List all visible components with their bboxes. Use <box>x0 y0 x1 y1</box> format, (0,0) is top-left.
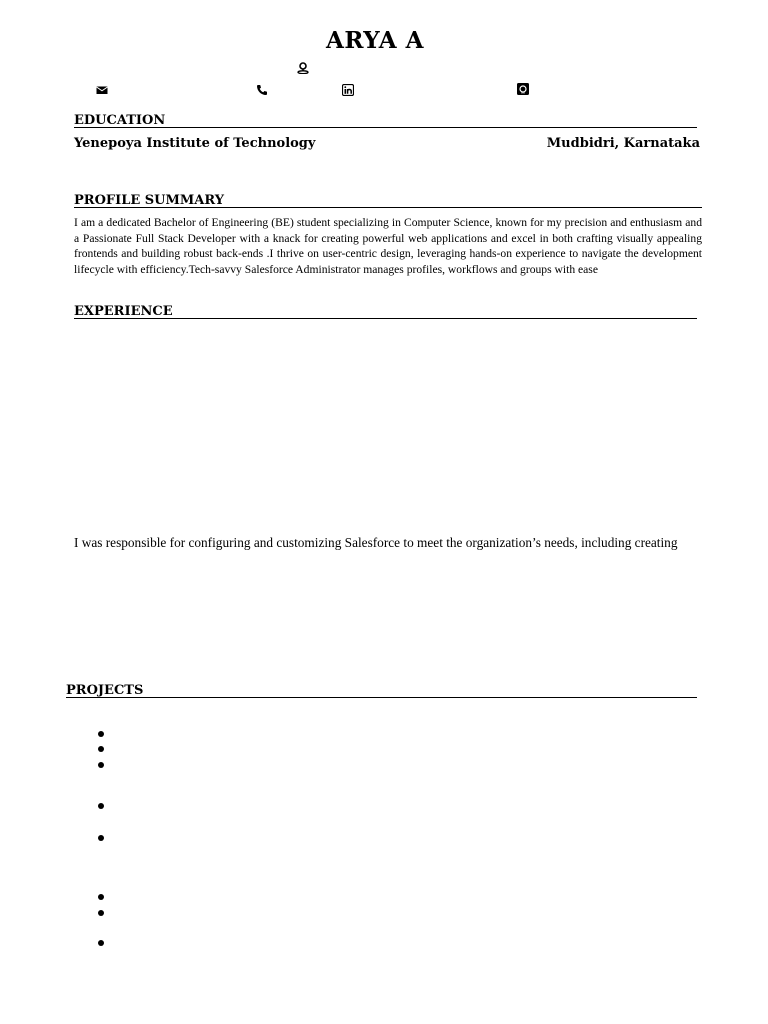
experience-rule <box>74 318 697 319</box>
list-item-bullet <box>98 731 104 737</box>
list-item-bullet <box>98 940 104 946</box>
experience-text: I was responsible for configuring and customizing Salesforce to meet the organization’s needs, including creating <box>74 535 678 550</box>
phone-icon <box>256 84 268 96</box>
list-item-bullet <box>98 910 104 916</box>
education-institute: Yenepoya Institute of Technology <box>74 136 316 151</box>
list-item-bullet <box>98 803 104 809</box>
candidate-name: ARYA A <box>326 27 424 54</box>
profile-summary-rule <box>74 207 702 208</box>
experience-heading: EXPERIENCE <box>74 304 173 319</box>
linkedin-icon <box>342 84 354 96</box>
list-item-bullet <box>98 762 104 768</box>
list-item-bullet <box>98 835 104 841</box>
list-item-bullet <box>98 894 104 900</box>
location-icon <box>297 62 309 74</box>
projects-heading: PROJECTS <box>66 683 144 698</box>
projects-rule <box>66 697 697 698</box>
github-icon <box>517 83 529 95</box>
profile-summary-text: I am a dedicated Bachelor of Engineering (BE) student specializing in Computer Science, known for my precision and enthusiasm and a Passionate Full Stack Developer with a knack for creating powerful web applications and excel in both crafting visually appealing frontends and building robust back-ends .I thrive on user-centric design, leveraging hands-on experience to navigate the development lifecycle with efficiency.Tech-savvy Salesforce Administrator manages profiles, workflows and groups with ease <box>74 216 702 276</box>
email-icon <box>96 84 108 96</box>
education-rule <box>74 127 697 128</box>
profile-summary-heading: PROFILE SUMMARY <box>74 193 225 208</box>
list-item-bullet <box>98 746 104 752</box>
education-heading: EDUCATION <box>74 113 166 128</box>
education-location: Mudbidri, Karnataka <box>546 136 700 151</box>
